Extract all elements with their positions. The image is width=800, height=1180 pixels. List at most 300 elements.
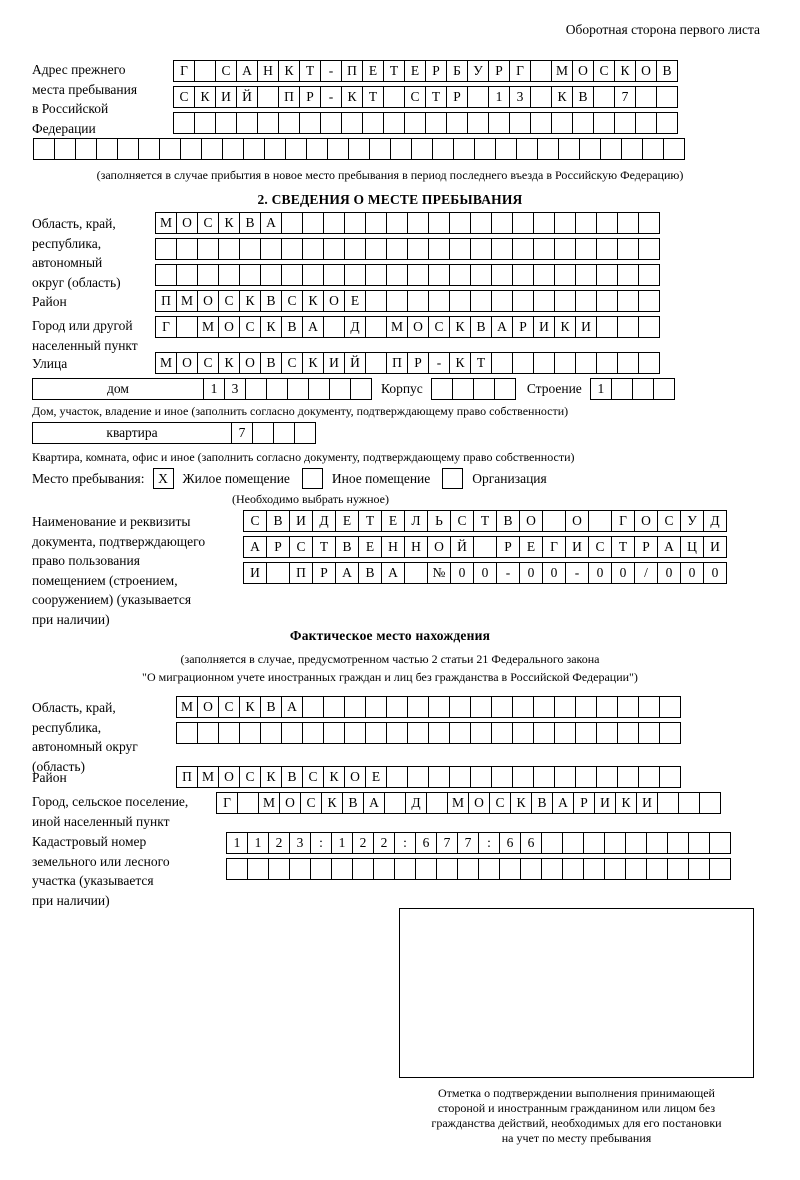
char-cell[interactable]: О [176,352,198,374]
char-cell[interactable] [533,352,555,374]
char-cell[interactable] [323,264,345,286]
char-cell[interactable]: 2 [268,832,290,854]
char-cell[interactable] [667,858,689,880]
char-cell[interactable]: К [551,86,573,108]
char-cell[interactable]: К [278,60,300,82]
char-cell[interactable]: Е [381,510,405,532]
char-cell[interactable]: М [258,792,280,814]
char-cell[interactable]: К [218,212,240,234]
char-cell[interactable]: О [468,792,490,814]
char-cell[interactable] [554,722,576,744]
char-cell[interactable] [512,290,534,312]
char-cell[interactable] [588,510,612,532]
char-cell[interactable] [365,264,387,286]
char-cell[interactable]: Г [542,536,566,558]
char-cell[interactable] [617,290,639,312]
char-cell[interactable] [348,138,370,160]
char-cell[interactable]: Д [344,316,366,338]
char-cell[interactable]: 3 [224,378,246,400]
char-cell[interactable] [407,766,429,788]
char-cell[interactable]: Й [344,352,366,374]
char-cell[interactable] [33,138,55,160]
char-cell[interactable] [663,138,685,160]
char-cell[interactable] [237,792,259,814]
char-cell[interactable] [575,290,597,312]
char-cell[interactable]: О [407,316,429,338]
char-cell[interactable] [449,766,471,788]
char-cell[interactable]: М [447,792,469,814]
char-cell[interactable] [436,858,458,880]
char-cell[interactable]: С [428,316,450,338]
char-cell[interactable]: Н [257,60,279,82]
char-cell[interactable] [659,722,681,744]
char-cell[interactable]: К [194,86,216,108]
char-cell[interactable] [138,138,160,160]
char-cell[interactable] [327,138,349,160]
char-cell[interactable]: Н [404,536,428,558]
char-cell[interactable] [176,238,198,260]
char-cell[interactable] [323,696,345,718]
char-cell[interactable] [386,290,408,312]
char-cell[interactable] [449,238,471,260]
char-cell[interactable] [386,238,408,260]
char-cell[interactable]: К [260,766,282,788]
char-cell[interactable]: К [260,316,282,338]
char-cell[interactable] [473,378,495,400]
char-cell[interactable] [509,112,531,134]
char-cell[interactable] [323,316,345,338]
char-cell[interactable]: А [281,696,303,718]
char-cell[interactable] [659,766,681,788]
char-cell[interactable]: И [594,792,616,814]
char-cell[interactable]: 6 [415,832,437,854]
char-cell[interactable] [239,264,261,286]
char-cell[interactable]: Р [446,86,468,108]
char-cell[interactable]: М [155,212,177,234]
char-cell[interactable] [575,696,597,718]
char-cell[interactable] [635,112,657,134]
char-cell[interactable]: И [215,86,237,108]
char-cell[interactable] [491,696,513,718]
char-cell[interactable]: - [320,86,342,108]
char-cell[interactable]: - [496,562,520,584]
char-cell[interactable] [384,792,406,814]
char-cell[interactable] [431,378,453,400]
char-cell[interactable]: С [218,290,240,312]
char-cell[interactable] [365,316,387,338]
char-cell[interactable] [470,696,492,718]
char-cell[interactable] [266,562,290,584]
char-cell[interactable] [646,858,668,880]
char-cell[interactable]: Р [634,536,658,558]
char-cell[interactable] [470,766,492,788]
char-cell[interactable] [344,722,366,744]
char-cell[interactable] [194,60,216,82]
char-cell[interactable] [512,212,534,234]
char-cell[interactable] [201,138,223,160]
char-cell[interactable]: О [427,536,451,558]
char-cell[interactable] [260,722,282,744]
char-cell[interactable] [596,766,618,788]
char-cell[interactable]: С [239,316,261,338]
char-cell[interactable]: 1 [590,378,612,400]
char-cell[interactable]: Г [155,316,177,338]
place-type-checkbox-organizaciya[interactable] [442,468,463,489]
char-cell[interactable] [407,722,429,744]
place-type-checkbox-zhiloe[interactable]: X [153,468,174,489]
char-cell[interactable] [383,86,405,108]
char-cell[interactable]: В [281,316,303,338]
house-cells[interactable] [203,378,371,400]
char-cell[interactable]: С [657,510,681,532]
char-cell[interactable] [600,138,622,160]
char-cell[interactable]: Р [299,86,321,108]
char-cell[interactable]: Д [405,792,427,814]
char-cell[interactable] [289,858,311,880]
char-cell[interactable] [688,832,710,854]
char-cell[interactable]: О [279,792,301,814]
char-cell[interactable] [306,138,328,160]
char-cell[interactable] [218,264,240,286]
char-cell[interactable] [541,858,563,880]
prev-address-row-2[interactable] [173,86,677,108]
char-cell[interactable] [285,138,307,160]
char-cell[interactable] [642,138,664,160]
char-cell[interactable] [373,858,395,880]
char-cell[interactable] [173,112,195,134]
char-cell[interactable]: С [450,510,474,532]
char-cell[interactable] [350,378,372,400]
char-cell[interactable] [260,264,282,286]
char-cell[interactable] [449,696,471,718]
place-type-checkbox-inoe[interactable] [302,468,323,489]
char-cell[interactable]: С [218,696,240,718]
char-cell[interactable] [323,212,345,234]
char-cell[interactable] [512,238,534,260]
char-cell[interactable]: А [491,316,513,338]
char-cell[interactable] [516,138,538,160]
char-cell[interactable] [596,316,618,338]
char-cell[interactable] [344,264,366,286]
char-cell[interactable]: А [335,562,359,584]
char-cell[interactable] [362,112,384,134]
char-cell[interactable] [407,290,429,312]
prev-address-row-4[interactable] [33,138,684,160]
char-cell[interactable]: Р [425,60,447,82]
char-cell[interactable] [390,138,412,160]
char-cell[interactable]: В [531,792,553,814]
char-cell[interactable]: 0 [542,562,566,584]
char-cell[interactable] [329,378,351,400]
char-cell[interactable]: Р [266,536,290,558]
char-cell[interactable]: Р [407,352,429,374]
char-cell[interactable]: С [588,536,612,558]
cadastral-row-2[interactable] [226,858,730,880]
char-cell[interactable] [709,832,731,854]
char-cell[interactable] [428,212,450,234]
char-cell[interactable] [218,722,240,744]
char-cell[interactable]: В [266,510,290,532]
char-cell[interactable] [411,138,433,160]
char-cell[interactable] [657,792,679,814]
char-cell[interactable] [494,378,516,400]
char-cell[interactable] [428,238,450,260]
char-cell[interactable] [575,722,597,744]
char-cell[interactable] [470,212,492,234]
char-cell[interactable]: Т [312,536,336,558]
char-cell[interactable]: П [176,766,198,788]
char-cell[interactable] [54,138,76,160]
char-cell[interactable]: Р [496,536,520,558]
prev-address-row-3[interactable] [173,112,677,134]
char-cell[interactable] [239,722,261,744]
char-cell[interactable]: У [680,510,704,532]
char-cell[interactable]: Е [335,510,359,532]
stroenie-cells[interactable] [590,378,674,400]
char-cell[interactable]: Р [573,792,595,814]
char-cell[interactable] [365,352,387,374]
region-row-2[interactable] [155,238,659,260]
char-cell[interactable] [575,238,597,260]
char-cell[interactable]: О [635,60,657,82]
char-cell[interactable]: А [552,792,574,814]
char-cell[interactable] [625,858,647,880]
char-cell[interactable]: С [173,86,195,108]
char-cell[interactable] [537,138,559,160]
char-cell[interactable]: К [510,792,532,814]
char-cell[interactable]: П [289,562,313,584]
char-cell[interactable] [180,138,202,160]
char-cell[interactable] [176,264,198,286]
char-cell[interactable] [593,112,615,134]
char-cell[interactable] [257,112,279,134]
char-cell[interactable]: О [572,60,594,82]
char-cell[interactable] [176,722,198,744]
char-cell[interactable]: М [176,696,198,718]
char-cell[interactable]: О [239,352,261,374]
char-cell[interactable] [394,858,416,880]
char-cell[interactable]: А [243,536,267,558]
char-cell[interactable] [260,238,282,260]
char-cell[interactable]: Г [173,60,195,82]
char-cell[interactable]: К [239,290,261,312]
char-cell[interactable]: К [321,792,343,814]
char-cell[interactable] [579,138,601,160]
char-cell[interactable] [320,112,342,134]
char-cell[interactable]: М [386,316,408,338]
char-cell[interactable] [470,722,492,744]
char-cell[interactable] [604,832,626,854]
char-cell[interactable] [159,138,181,160]
char-cell[interactable]: И [533,316,555,338]
char-cell[interactable] [530,60,552,82]
char-cell[interactable] [383,112,405,134]
char-cell[interactable]: № [427,562,451,584]
char-cell[interactable] [638,352,660,374]
char-cell[interactable] [344,238,366,260]
char-cell[interactable] [415,858,437,880]
char-cell[interactable] [264,138,286,160]
char-cell[interactable] [699,792,721,814]
char-cell[interactable]: 0 [473,562,497,584]
char-cell[interactable] [281,264,303,286]
char-cell[interactable] [449,212,471,234]
char-cell[interactable]: 1 [488,86,510,108]
char-cell[interactable] [252,422,274,444]
char-cell[interactable] [407,264,429,286]
char-cell[interactable]: - [428,352,450,374]
char-cell[interactable] [369,138,391,160]
document-row-2[interactable] [243,536,726,558]
char-cell[interactable]: С [243,510,267,532]
char-cell[interactable]: Е [365,766,387,788]
char-cell[interactable] [495,138,517,160]
char-cell[interactable] [467,112,489,134]
char-cell[interactable]: Е [404,60,426,82]
char-cell[interactable] [638,264,660,286]
char-cell[interactable]: С [300,792,322,814]
char-cell[interactable] [638,290,660,312]
char-cell[interactable]: - [565,562,589,584]
char-cell[interactable] [323,238,345,260]
char-cell[interactable]: П [278,86,300,108]
char-cell[interactable]: 0 [680,562,704,584]
char-cell[interactable] [596,696,618,718]
char-cell[interactable]: В [496,510,520,532]
char-cell[interactable]: О [344,766,366,788]
char-cell[interactable] [302,696,324,718]
char-cell[interactable] [344,696,366,718]
char-cell[interactable] [656,86,678,108]
char-cell[interactable]: А [302,316,324,338]
char-cell[interactable]: С [302,766,324,788]
char-cell[interactable]: В [358,562,382,584]
char-cell[interactable]: : [478,832,500,854]
char-cell[interactable] [632,378,654,400]
char-cell[interactable] [533,722,555,744]
char-cell[interactable] [530,86,552,108]
char-cell[interactable]: М [197,766,219,788]
char-cell[interactable] [646,832,668,854]
char-cell[interactable]: Й [450,536,474,558]
char-cell[interactable]: И [703,536,727,558]
char-cell[interactable]: С [281,352,303,374]
char-cell[interactable] [659,696,681,718]
char-cell[interactable] [512,352,534,374]
char-cell[interactable]: К [218,352,240,374]
char-cell[interactable] [667,832,689,854]
char-cell[interactable] [236,112,258,134]
char-cell[interactable] [302,722,324,744]
char-cell[interactable]: В [281,766,303,788]
char-cell[interactable] [470,264,492,286]
char-cell[interactable]: 1 [226,832,248,854]
char-cell[interactable] [268,858,290,880]
char-cell[interactable] [638,316,660,338]
char-cell[interactable] [407,696,429,718]
char-cell[interactable]: Г [509,60,531,82]
char-cell[interactable]: Р [312,562,336,584]
char-cell[interactable] [75,138,97,160]
char-cell[interactable]: С [289,536,313,558]
char-cell[interactable] [520,858,542,880]
char-cell[interactable] [617,696,639,718]
char-cell[interactable] [453,138,475,160]
char-cell[interactable] [491,212,513,234]
char-cell[interactable]: О [634,510,658,532]
char-cell[interactable] [365,696,387,718]
char-cell[interactable] [512,722,534,744]
char-cell[interactable] [593,86,615,108]
char-cell[interactable]: А [363,792,385,814]
actual-city-row[interactable] [216,792,720,814]
char-cell[interactable] [278,112,300,134]
char-cell[interactable]: Н [381,536,405,558]
char-cell[interactable] [470,238,492,260]
char-cell[interactable]: О [218,316,240,338]
char-cell[interactable] [583,832,605,854]
char-cell[interactable] [491,766,513,788]
char-cell[interactable]: С [197,212,219,234]
char-cell[interactable] [287,378,309,400]
char-cell[interactable] [302,264,324,286]
char-cell[interactable]: К [554,316,576,338]
char-cell[interactable] [365,238,387,260]
char-cell[interactable]: В [572,86,594,108]
char-cell[interactable] [512,766,534,788]
char-cell[interactable]: - [320,60,342,82]
char-cell[interactable]: В [260,696,282,718]
char-cell[interactable]: К [323,766,345,788]
prev-address-row-1[interactable] [173,60,677,82]
char-cell[interactable] [625,832,647,854]
char-cell[interactable]: Е [519,536,543,558]
char-cell[interactable]: Р [488,60,510,82]
char-cell[interactable] [474,138,496,160]
char-cell[interactable] [281,212,303,234]
char-cell[interactable] [478,858,500,880]
char-cell[interactable] [596,290,618,312]
char-cell[interactable] [449,264,471,286]
char-cell[interactable] [656,112,678,134]
char-cell[interactable]: К [302,352,324,374]
char-cell[interactable]: 2 [352,832,374,854]
char-cell[interactable]: М [176,290,198,312]
char-cell[interactable] [386,696,408,718]
char-cell[interactable]: И [565,536,589,558]
char-cell[interactable]: 1 [331,832,353,854]
char-cell[interactable]: 7 [457,832,479,854]
char-cell[interactable] [281,722,303,744]
char-cell[interactable] [294,422,316,444]
char-cell[interactable] [562,858,584,880]
char-cell[interactable]: П [386,352,408,374]
char-cell[interactable]: В [470,316,492,338]
char-cell[interactable]: М [197,316,219,338]
char-cell[interactable] [533,238,555,260]
char-cell[interactable]: Г [611,510,635,532]
char-cell[interactable]: К [614,60,636,82]
char-cell[interactable]: К [615,792,637,814]
char-cell[interactable] [572,112,594,134]
char-cell[interactable]: М [551,60,573,82]
char-cell[interactable]: И [289,510,313,532]
char-cell[interactable]: Г [216,792,238,814]
char-cell[interactable] [155,264,177,286]
char-cell[interactable] [554,290,576,312]
district-row[interactable] [155,290,659,312]
char-cell[interactable] [428,722,450,744]
